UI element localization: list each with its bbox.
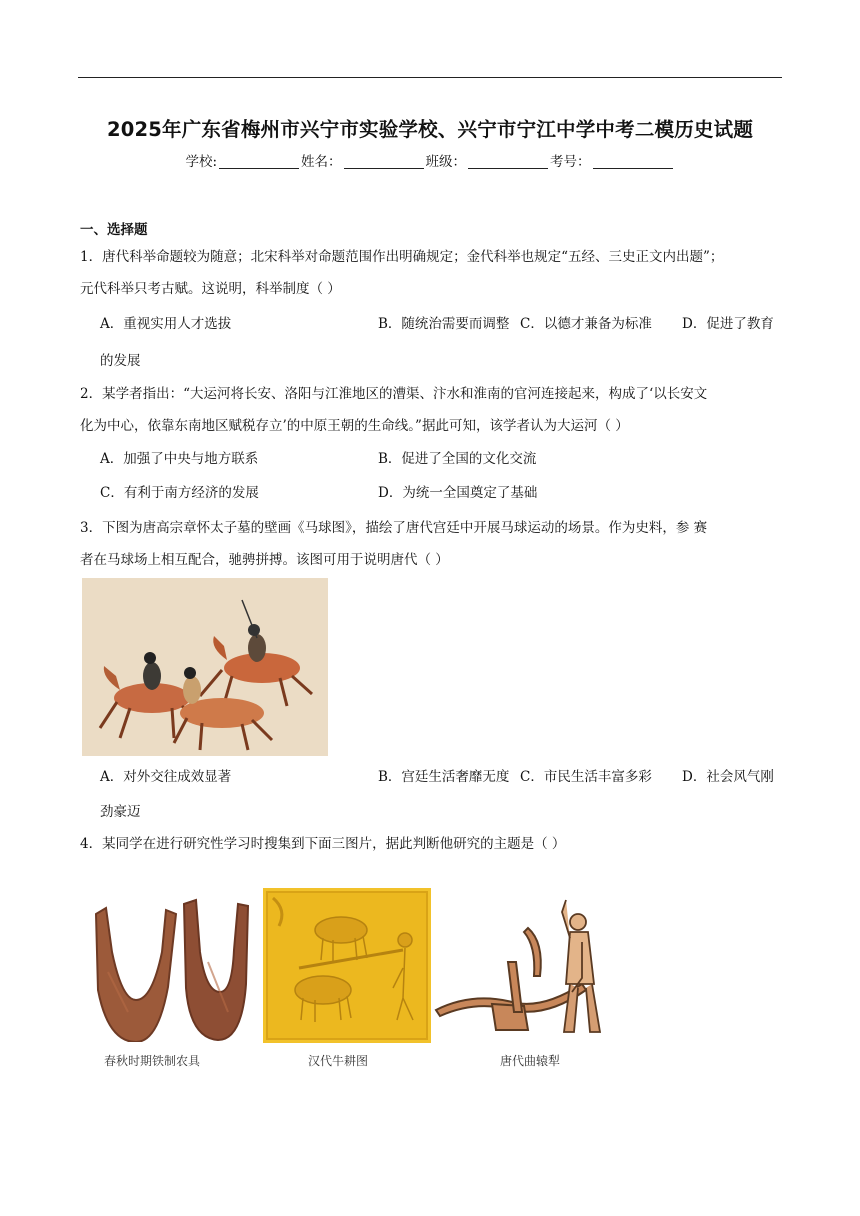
option-b[interactable]: B．宫廷生活奢靡无度 xyxy=(378,769,510,785)
question-stem: 者在马球场上相互配合，驰骋拼搏。该图可用于说明唐代（ ） xyxy=(80,552,449,568)
option-b[interactable]: B．随统治需要而调整 xyxy=(378,316,510,332)
option-c[interactable]: C．市民生活丰富多彩 xyxy=(520,769,652,785)
class-label: 班级： xyxy=(425,154,467,170)
option-d-wrap: 劲豪迈 xyxy=(100,804,141,820)
exam-title: 2025年广东省梅州市兴宁市实验学校、兴宁市宁江中学中考二模历史试题 xyxy=(106,118,754,141)
image-caption: 唐代曲辕犁 xyxy=(500,1054,561,1068)
question-stem: 化为中心，依靠东南地区赋税存立’的中原王朝的生命线。”据此可知，该学者认为大运河（ ） xyxy=(80,418,629,434)
question-stem: 元代科举只考古赋。这说明，科举制度（ ） xyxy=(80,281,341,297)
iron-farm-tools-image xyxy=(88,892,256,1042)
option-b[interactable]: B．促进了全国的文化交流 xyxy=(378,451,537,467)
han-ox-plowing-image xyxy=(263,888,431,1043)
question-stem: 1．唐代科举命题较为随意；北宋科举对命题范围作出明确规定；金代科举也规定“五经、三史正文内出题”； xyxy=(80,249,724,265)
tang-curved-plow-image xyxy=(432,892,608,1044)
class-blank[interactable] xyxy=(468,154,548,169)
question-stem: 4．某同学在进行研究性学习时搜集到下面三图片，据此判断他研究的主题是（ ） xyxy=(80,836,566,852)
option-a[interactable]: A．重视实用人才选拔 xyxy=(100,316,232,332)
image-caption: 春秋时期铁制农具 xyxy=(104,1054,201,1068)
exam-no-blank[interactable] xyxy=(593,154,673,169)
question-stem: 2．某学者指出：“大运河将长安、洛阳与江淮地区的漕渠、汴水和淮南的官河连接起来，构成了‘以长安文 xyxy=(80,386,708,402)
school-label: 学校: xyxy=(185,154,218,170)
option-d-wrap: 的发展 xyxy=(100,353,141,369)
option-c[interactable]: C．以德才兼备为标准 xyxy=(520,316,652,332)
question-1 xyxy=(80,241,784,305)
school-blank[interactable] xyxy=(219,154,299,169)
exam-no-label: 考号： xyxy=(550,154,591,170)
option-d[interactable]: D．为统一全国奠定了基础 xyxy=(378,485,538,501)
option-a[interactable]: A．对外交往成效显著 xyxy=(100,769,232,785)
option-c[interactable]: C．有利于南方经济的发展 xyxy=(100,485,259,501)
header-rule xyxy=(78,77,782,78)
polo-mural-image xyxy=(82,578,328,756)
student-info-line xyxy=(0,150,860,170)
section-title: 一、选择题 xyxy=(80,222,148,238)
question-stem: 3．下图为唐高宗章怀太子墓的壁画《马球图》，描绘了唐代宫廷中开展马球运动的场景。作为史料，参 赛 xyxy=(80,520,708,536)
question-4 xyxy=(80,828,784,860)
name-blank[interactable] xyxy=(344,154,424,169)
image-caption: 汉代牛耕图 xyxy=(308,1054,369,1068)
option-d[interactable]: D．社会风气刚 xyxy=(682,769,774,785)
question-2 xyxy=(80,378,784,442)
option-a[interactable]: A．加强了中央与地方联系 xyxy=(100,451,259,467)
question-3 xyxy=(80,512,784,576)
option-d[interactable]: D．促进了教育 xyxy=(682,316,774,332)
name-label: 姓名： xyxy=(301,154,342,170)
